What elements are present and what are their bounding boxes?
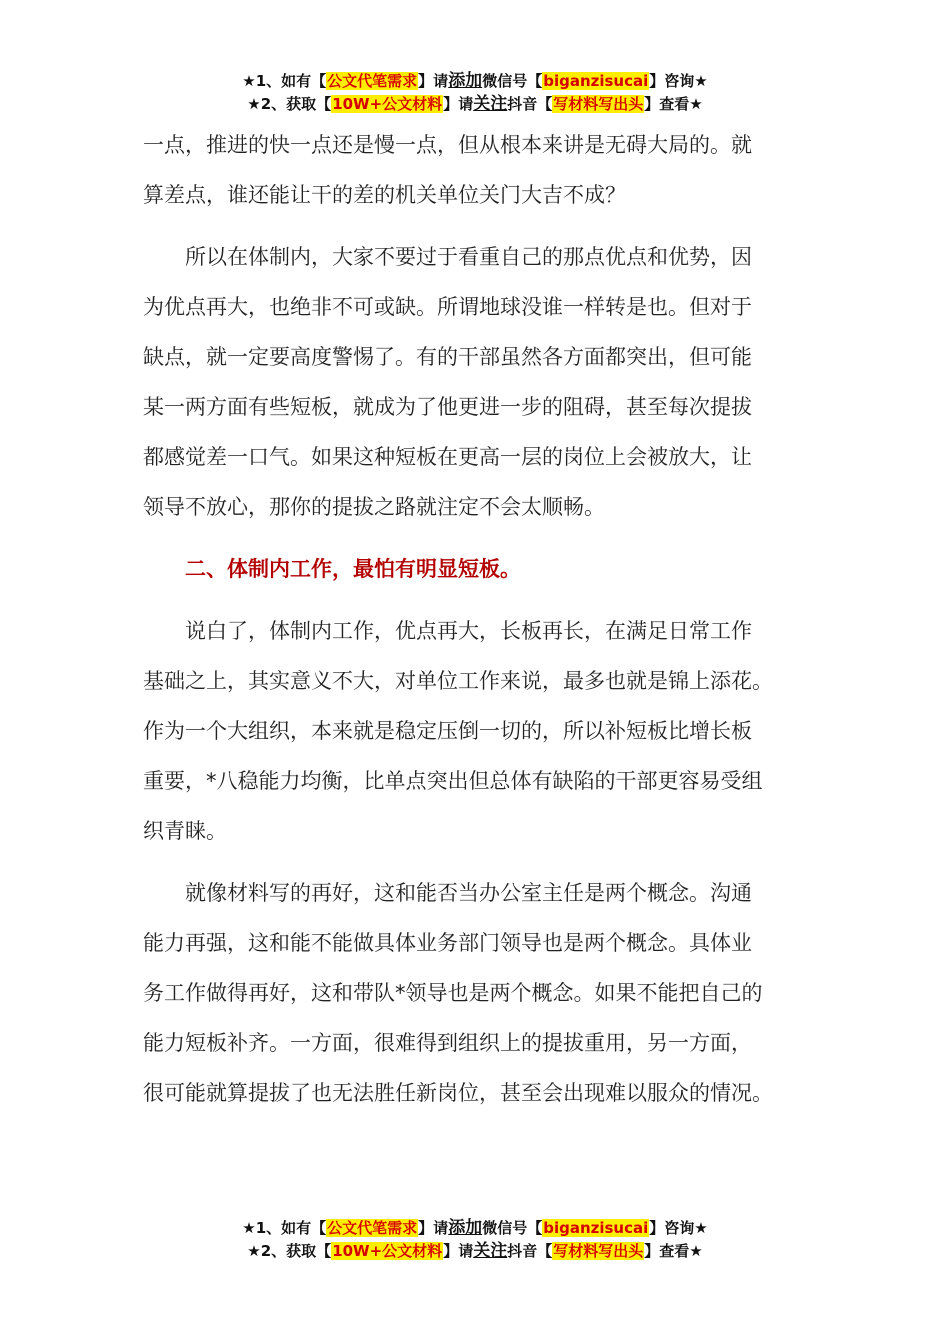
highlight-materials: 10W+公文材料 [332, 95, 443, 113]
bottom-banner [0, 1217, 950, 1263]
paragraph-weaknesses: 说白了，体制内工作，优点再大，长板再长，在满足日常工作 基础之上，其实意义不大，对单位工作来说，最多也就是锦上添花。 作为一个大组织，本来就是稳定压倒一切的，所以补短板比增长板 重要，*八稳能力均衡，比单点突出但总体有缺陷的干部更容易受组 织青睐。 [143, 619, 773, 843]
highlight-service: 公文代笔需求 [327, 1219, 418, 1237]
document-body [143, 120, 828, 1130]
section-heading: 二、体制内工作，最怕有明显短板。 [185, 557, 521, 581]
banner-line-2: ★2、获取【10W+公文材料】请关注抖音【写材料写出头】查看★ [247, 1241, 703, 1261]
banner-line-1: ★1、如有【公文代笔需求】请添加微信号【biganzisucai】咨询★ [242, 1218, 708, 1238]
banner-line-2: ★2、获取【10W+公文材料】请关注抖音【写材料写出头】查看★ [247, 94, 703, 114]
highlight-service: 公文代笔需求 [327, 72, 418, 90]
highlight-wechat-id: biganzisucai [543, 1219, 649, 1237]
highlight-wechat-id: biganzisucai [543, 72, 649, 90]
highlight-materials: 10W+公文材料 [332, 1242, 443, 1260]
top-banner [0, 70, 950, 116]
paragraph-examples: 就像材料写的再好，这和能否当办公室主任是两个概念。沟通 能力再强，这和能不能做具体业务部门领导也是两个概念。具体业 务工作做得再好，这和带队*领导也是两个概念。如果不能把自己的 能力短板补齐。一方面，很难得到组织上的提拔重用，另一方面， 很可能就算提拔了也无法胜任新岗位，甚至会出现难以服众的情况。 [143, 881, 773, 1105]
highlight-douyin-account: 写材料写出头 [553, 95, 644, 113]
paragraph-continued: 一点，推进的快一点还是慢一点，但从根本来讲是无碍大局的。就 算差点，谁还能让干的差的机关单位关门大吉不成？ [143, 133, 752, 207]
highlight-douyin-account: 写材料写出头 [553, 1242, 644, 1260]
banner-line-1: ★1、如有【公文代笔需求】请添加微信号【biganzisucai】咨询★ [242, 71, 708, 91]
paragraph-strengths: 所以在体制内，大家不要过于看重自己的那点优点和优势，因 为优点再大，也绝非不可或缺。所谓地球没谁一样转是也。但对于 缺点，就一定要高度警惕了。有的干部虽然各方面都突出，但可能 某一两方面有些短板，就成为了他更进一步的阻碍，甚至每次提拔 都感觉差一口气。如果这种短板在更高一层的岗位上会被放大，让 领导不放心，那你的提拔之路就注定不会太顺畅。 [143, 245, 752, 519]
